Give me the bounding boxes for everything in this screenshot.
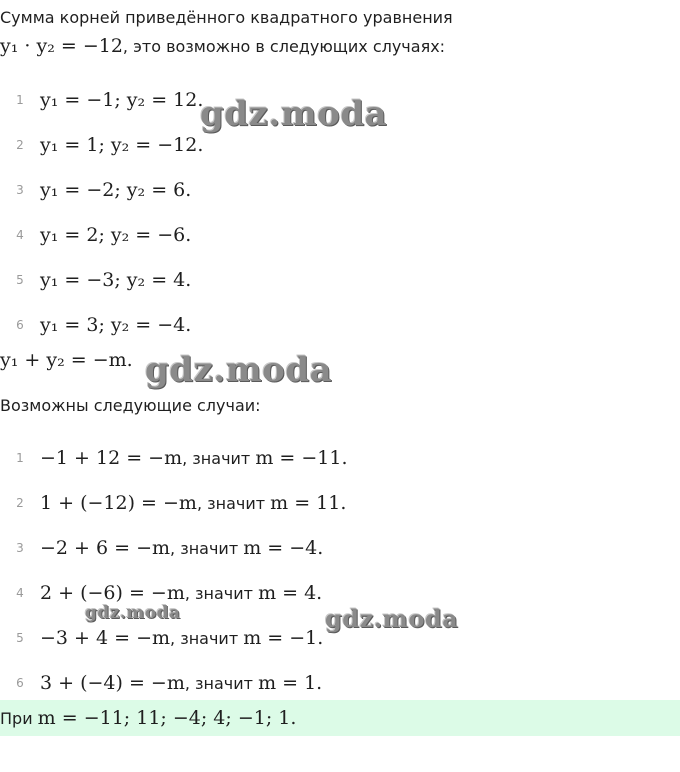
list-number: 3 <box>16 183 24 197</box>
sum-expression: 3 + (−4) = −m <box>40 672 185 694</box>
intro-text: Сумма корней приведённого квадратного уравнения <box>0 8 453 27</box>
watermark-logo: gdz.moda <box>200 94 388 134</box>
root-pair: y₁ = 1; y₂ = −12. <box>40 134 204 156</box>
list-number: 2 <box>16 138 24 152</box>
intro-continuation: , это возможно в следующих случаях: <box>122 37 446 56</box>
root-pair: y₁ = 3; y₂ = −4. <box>40 314 192 336</box>
possible-cases-heading <box>0 396 261 416</box>
sum-expression: −3 + 4 = −m <box>40 627 171 649</box>
sum-expression: −1 + 12 = −m <box>40 447 183 469</box>
list-number: 4 <box>16 586 24 600</box>
watermark-logo: gdz.moda <box>325 604 459 633</box>
answer-line <box>0 708 296 729</box>
sum-expression: −2 + 6 = −m <box>40 537 171 559</box>
list-number: 4 <box>16 228 24 242</box>
list-number: 6 <box>16 676 24 690</box>
answer-values: m = −11; 11; −4; 4; −1; 1. <box>37 707 297 729</box>
list-number: 5 <box>16 631 24 645</box>
list-number: 3 <box>16 541 24 555</box>
therefore-word: , значит <box>170 629 244 648</box>
m-value: m = 4. <box>258 582 323 604</box>
sum-expression: 1 + (−12) = −m <box>40 492 197 514</box>
watermark-logo: gdz.moda <box>145 350 333 390</box>
watermark-logo: gdz.moda <box>85 603 181 623</box>
m-value: m = 1. <box>258 672 323 694</box>
m-value: m = 11. <box>270 492 347 514</box>
root-pair: y₁ = 2; y₂ = −6. <box>40 224 192 246</box>
list-number: 5 <box>16 273 24 287</box>
therefore-word: , значит <box>170 539 244 558</box>
therefore-word: , значит <box>182 449 256 468</box>
therefore-word: , значит <box>196 494 271 513</box>
list-number: 1 <box>16 93 24 107</box>
list-number: 1 <box>16 451 24 465</box>
possible-label: Возможны следующие случаи: <box>0 396 261 415</box>
root-pair: y₁ = −3; y₂ = 4. <box>40 269 192 291</box>
therefore-word: , значит <box>184 584 259 603</box>
m-value: m = −4. <box>243 537 324 559</box>
product-equation: y₁ · y₂ = −12 <box>0 35 123 57</box>
intro-line-1 <box>0 8 453 28</box>
root-pair: y₁ = −1; y₂ = 12. <box>40 89 204 111</box>
sum-equation: y₁ + y₂ = −m. <box>0 349 133 371</box>
sum-expression: 2 + (−6) = −m <box>40 582 185 604</box>
therefore-word: , значит <box>184 674 259 693</box>
list-number: 2 <box>16 496 24 510</box>
root-pair: y₁ = −2; y₂ = 6. <box>40 179 192 201</box>
answer-prefix: При <box>0 709 38 728</box>
list-number: 6 <box>16 318 24 332</box>
intro-line-2 <box>0 36 445 57</box>
m-value: m = −11. <box>255 447 348 469</box>
vieta-sum-line <box>0 350 133 371</box>
m-value: m = −1. <box>243 627 324 649</box>
